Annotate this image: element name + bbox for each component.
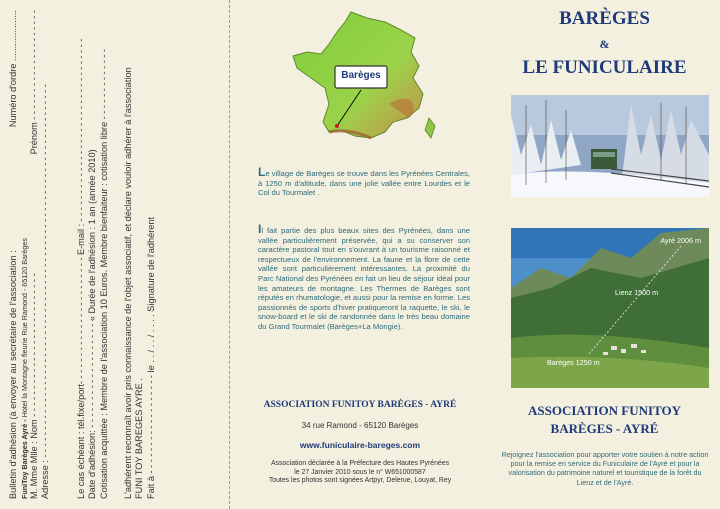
- cover-title-bareges: BARÈGES: [559, 8, 650, 29]
- form-intro: Bulletin d'adhésion (à envoyer au secrétaire de l'association :: [8, 250, 18, 499]
- membership-date-field[interactable]: Date d'adhésion: - - - - - - - - - - - - - - - - - - - « Durée de l'adhésion : 1 an (année 2010): [87, 149, 98, 499]
- cover-title-funiculaire: LE FUNICULAIRE: [522, 57, 687, 78]
- prenom-field[interactable]: Prénom - - - - - - - - - - - - - - - - - - - -: [28, 10, 39, 155]
- cover-association-line2: BARÈGES - AYRÉ: [550, 421, 659, 436]
- france-map: [289, 8, 439, 146]
- association-heading: ASSOCIATION FUNITOY BARÈGES - AYRÉ: [263, 400, 457, 410]
- membership-form: [0, 0, 230, 509]
- address-field[interactable]: Adresse : - - - - - - - - - - - - - - - - - - - - - - - - - - - - - - - - - - - - - - - - - - - - - - - - - - - - - - - - - - - - - - - - - - -: [40, 84, 51, 499]
- cover-panel: [489, 0, 720, 509]
- fee-field[interactable]: Cotisation acquittée : Membre de l'association 10 Euros. Membre bienfaiteur : cotisation libre - - - - - - - - - - - - -: [98, 48, 109, 499]
- description-paragraph: Il fait partie des plus beaux sites des Pyrénées, dans une vallée particulièrement préservée, qui a su conserver son caractère pastoral tout en s'ouvrant à un tourisme raisonné et respectueux de l'environnement. La faune et la flore de cette vallée sont particulièrement intéressantes. La proximité du Parc National des Pyrénées en fait un lieu de séjour idéal pour les amateurs de montagne. Les Thermes de Barèges sont réputés en rhumatologie, et aussi pour la remise en forme. Les passionnés de sports d'hiver pratiqueront la raquette, le ski, le snow-board et le ski de randonnée dans le très beau domaine du Grand Tourmalet (Barèges+La Mongie).: [258, 222, 470, 331]
- valley-photo: [511, 228, 709, 388]
- declaration-text: L'adhérent reconnaît avoir pris connaissance de l'objet associatif, et déclare vouloir adhérer à l'association: [122, 67, 133, 499]
- valley-photo-svg: [511, 228, 709, 388]
- snow-funicular-photo: [511, 95, 709, 197]
- bareges-marker: [335, 124, 339, 128]
- name-field[interactable]: M. Mme Mlle : Nom - - - - - - - - - - - - - - - - - - - - - - - - - -: [28, 273, 39, 499]
- form-address-secretary: FuniToy Barèges Ayré - Hotel la Montagne fleurie Rue Ramond - 65120 Barèges: [19, 237, 29, 499]
- join-paragraph: Rejoignez l'association pour apporter votre soutien à notre action pour la remise en service du Funiculaire de l'Ayré et pour la valorisation du patrimoine naturel et touristique de la forêt du Lienz et de l'Ayré.: [501, 450, 709, 487]
- signature-field[interactable]: Fait à - - - - - - - - - - - - - - - - - - le . . / . . / . . . . Signature de l'adhérent: [145, 216, 156, 499]
- map-label: Barèges: [341, 70, 381, 81]
- middle-panel: [231, 0, 489, 509]
- label-ayre: Ayré 2006 m: [660, 236, 701, 245]
- association-name: FUNI TOY BAREGES AYRE .: [134, 378, 145, 499]
- cover-association-line1: ASSOCIATION FUNITOY: [527, 403, 682, 418]
- intro-paragraph: Le village de Barèges se trouve dans les Pyrénées Centrales, à 1250 m d'altitude, dans une jolie vallée entre Lourdes et le Col du Tourmalet .: [258, 165, 470, 198]
- membership-form-panel: [0, 0, 230, 509]
- label-bareges: Barèges 1250 m: [547, 358, 600, 367]
- website-link[interactable]: www.funiculaire-bareges.com: [299, 440, 421, 450]
- label-lienz: Lienz 1500 m: [615, 288, 659, 297]
- order-number-field[interactable]: Numéro d'ordre ....................: [8, 10, 18, 128]
- snow-photo-svg: [511, 95, 709, 197]
- association-declaration: Association déclarée à la Préfecture des Hautes Pyrénées le 27 Janvier 2010 sous le n° W651000587 Toutes les photos sont signées Artpyr, Delerue, Louyat, Rey: [268, 460, 452, 485]
- phone-email-field[interactable]: Le cas échéant : tél.fixe/port- - - - - - - - - - - - - - - - - - - - - - - E-mail : - - - - - - - - - - - - - - - - - - - - - - - - - - - - - - - - -: [75, 38, 86, 499]
- cover-title-ampersand: &: [599, 37, 610, 51]
- association-address: 34 rue Ramond - 65120 Barèges: [301, 421, 419, 430]
